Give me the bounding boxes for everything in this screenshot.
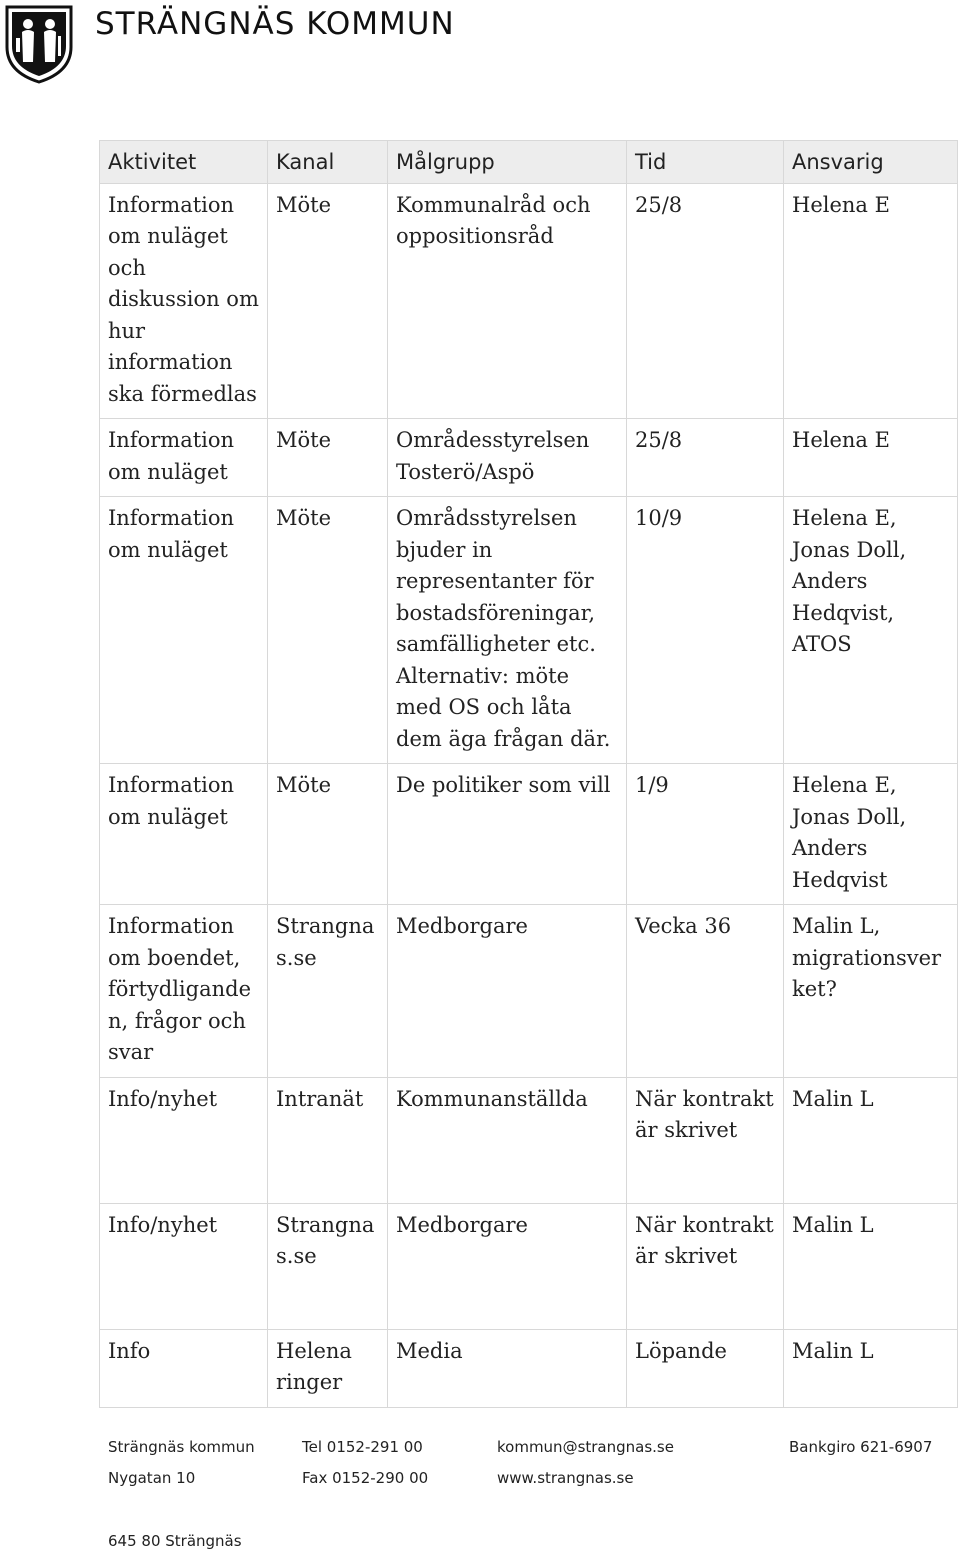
cell-aktivitet: Info/nyhet — [100, 1077, 268, 1203]
cell-kanal: Möte — [268, 419, 388, 497]
table-row — [100, 497, 958, 764]
cell-malgrupp: Medborgare — [388, 905, 627, 1078]
cell-aktivitet: Info/nyhet — [100, 1203, 268, 1329]
footer-line-1 — [0, 1438, 960, 1460]
cell-ansvarig: Malin L — [784, 1329, 958, 1407]
footer-email-link[interactable]: kommun@strangnas.se — [497, 1438, 674, 1456]
cell-malgrupp: Media — [388, 1329, 627, 1407]
table-row — [100, 1329, 958, 1407]
communication-plan-table — [99, 140, 958, 1408]
cell-malgrupp: Områdesstyrelsen Tosterö/Aspö — [388, 419, 627, 497]
table-row — [100, 1203, 958, 1329]
footer-street-address: Nygatan 10 — [108, 1469, 196, 1487]
cell-malgrupp: Medborgare — [388, 1203, 627, 1329]
table-row — [100, 1077, 958, 1203]
cell-tid: 10/9 — [627, 497, 784, 764]
cell-aktivitet: Info — [100, 1329, 268, 1407]
column-header-malgrupp: Målgrupp — [388, 141, 627, 184]
cell-malgrupp: Kommunanställda — [388, 1077, 627, 1203]
cell-tid: När kontrakt är skrivet — [627, 1203, 784, 1329]
column-header-tid: Tid — [627, 141, 784, 184]
cell-kanal: Möte — [268, 497, 388, 764]
footer-phone: Tel 0152-291 00 — [302, 1438, 423, 1456]
column-header-ansvarig: Ansvarig — [784, 141, 958, 184]
cell-ansvarig: Helena E — [784, 419, 958, 497]
cell-ansvarig: Malin L, migrationsver ket? — [784, 905, 958, 1078]
footer-website-link[interactable]: www.strangnas.se — [497, 1469, 634, 1487]
cell-ansvarig: Helena E, Jonas Doll, Anders Hedqvist — [784, 764, 958, 905]
cell-aktivitet: Information om nuläget och diskussion om hur information ska förmedlas — [100, 183, 268, 419]
table-row — [100, 419, 958, 497]
cell-tid: Vecka 36 — [627, 905, 784, 1078]
footer-bankgiro: Bankgiro 621-6907 — [789, 1438, 933, 1456]
cell-tid: 1/9 — [627, 764, 784, 905]
cell-tid: Löpande — [627, 1329, 784, 1407]
cell-aktivitet: Information om boendet, förtydligande n, frågor och svar — [100, 905, 268, 1078]
cell-aktivitet: Information om nuläget — [100, 497, 268, 764]
cell-kanal: Strangna s.se — [268, 1203, 388, 1329]
cell-ansvarig: Helena E — [784, 183, 958, 419]
cell-tid: När kontrakt är skrivet — [627, 1077, 784, 1203]
cell-malgrupp: De politiker som vill — [388, 764, 627, 905]
cell-kanal: Helena ringer — [268, 1329, 388, 1407]
cell-malgrupp: Områdsstyrelsen bjuder in representanter för bostadsföreningar, samfälligheter etc. Alternativ: möte med OS och låta dem äga frågan där. — [388, 497, 627, 764]
cell-ansvarig: Malin L — [784, 1077, 958, 1203]
cell-kanal: Möte — [268, 764, 388, 905]
cell-kanal: Möte — [268, 183, 388, 419]
table-row — [100, 183, 958, 419]
page-header — [0, 0, 960, 90]
table-row — [100, 764, 958, 905]
cell-malgrupp: Kommunalråd och oppositionsråd — [388, 183, 627, 419]
municipal-coat-of-arms-icon — [2, 2, 76, 86]
footer-line-2 — [0, 1469, 960, 1491]
footer-fax: Fax 0152-290 00 — [302, 1469, 429, 1487]
footer-organization: Strängnäs kommun — [108, 1438, 255, 1456]
cell-tid: 25/8 — [627, 183, 784, 419]
footer-postal-address: 645 80 Strängnäs — [108, 1532, 242, 1550]
cell-kanal: Intranät — [268, 1077, 388, 1203]
organization-name: STRÄNGNÄS KOMMUN — [95, 6, 455, 42]
cell-ansvarig: Malin L — [784, 1203, 958, 1329]
cell-aktivitet: Information om nuläget — [100, 419, 268, 497]
cell-kanal: Strangna s.se — [268, 905, 388, 1078]
column-header-aktivitet: Aktivitet — [100, 141, 268, 184]
table-header-row — [100, 141, 958, 184]
column-header-kanal: Kanal — [268, 141, 388, 184]
table-row — [100, 905, 958, 1078]
cell-aktivitet: Information om nuläget — [100, 764, 268, 905]
cell-tid: 25/8 — [627, 419, 784, 497]
cell-ansvarig: Helena E, Jonas Doll, Anders Hedqvist, ATOS — [784, 497, 958, 764]
footer-line-3 — [0, 1532, 960, 1554]
